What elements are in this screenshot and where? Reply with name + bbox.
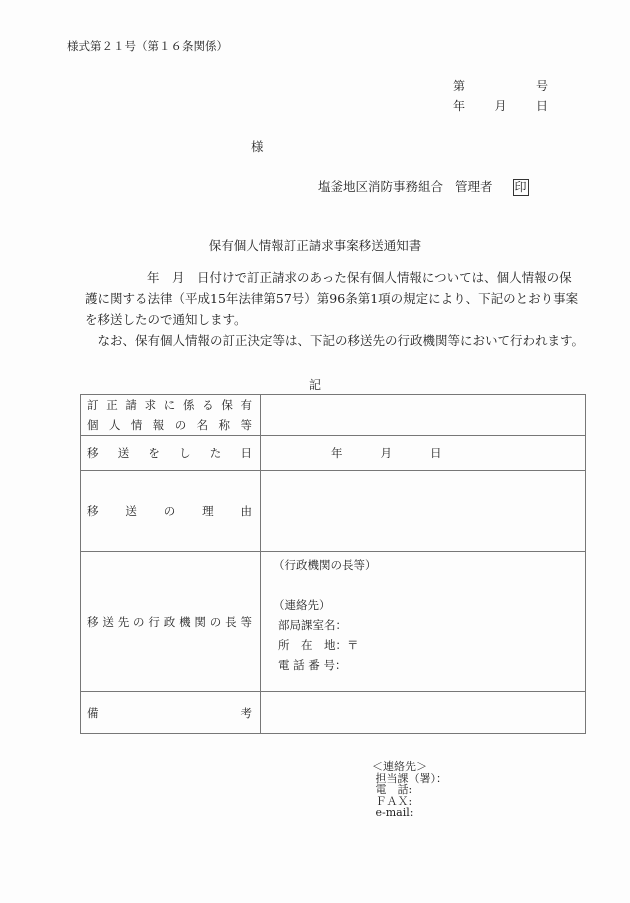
label-char: 先 [117,614,130,629]
label-char: 移 [87,504,99,518]
table-row-destination [81,552,586,692]
label-char: 有 [240,398,252,412]
label-char: た [209,446,222,460]
label-char: し [179,446,191,460]
contact-fax: ＦＡＸ: [372,794,413,808]
label-char: の [133,614,145,629]
issue-date [453,97,548,114]
table-row-transfer-reason [81,471,586,552]
label-char: 求 [144,398,157,412]
label-char: 政 [163,614,176,629]
contact-heading: ＜連絡先＞ [372,760,427,773]
value-transfer-date[interactable] [261,436,586,471]
addressee: 様 [251,139,264,154]
body-line-1: 年 月 日付けで訂正請求のあった保有個人情報については、個人情報の保 [147,270,572,285]
label-text [87,705,252,721]
label-char: 係 [182,398,195,412]
label-char: 等 [240,614,252,629]
label-char: 請 [125,398,137,412]
value-destination[interactable] [261,552,586,692]
label-char: 由 [240,504,252,518]
body-line-2: 護に関する法律（平成15年法律第57号）第96条第1項の規定により、下記のとおり事案 [85,291,579,306]
body-text [85,267,615,351]
label-text [87,614,252,630]
label-char: 関 [194,614,206,629]
table-row-transfer-date [81,436,586,471]
transfer-day: 日 [430,446,442,460]
value-transfer-reason[interactable] [261,471,586,552]
label-char: 考 [240,705,252,720]
form-number: 様式第２１号（第１６条関係） [67,39,228,53]
label-char: 等 [240,418,252,432]
destination-head: （行政機関の長等） [273,558,377,572]
label-transfer-reason [81,471,261,552]
label-char: 移 [87,614,99,629]
value-info-name[interactable] [261,395,586,436]
label-char: 送 [102,614,114,629]
label-char: 保 [221,398,233,412]
label-char: 称 [218,418,231,432]
label-char: 訂 [87,398,99,412]
label-destination [81,552,261,692]
label-char: の [174,418,187,432]
contact-block [372,761,447,819]
document-title: 保有個人情報訂正請求事案移送通知書 [208,238,422,253]
contact-section: 担当課（署）： [372,771,447,785]
destination-department: 部局課室名： [278,618,347,632]
table-row-info-name [81,395,586,436]
label-char: に [163,398,176,412]
label-line-2 [87,415,252,435]
document-number [453,77,548,94]
table-row-remarks [81,692,586,734]
label-remarks [81,692,261,734]
label-char: の [163,504,176,518]
label-char: 正 [106,398,118,412]
date-day: 日 [535,99,548,113]
doc-number-prefix: 第 [453,79,466,93]
label-char: 送 [125,504,137,518]
transfer-year: 年 [331,446,343,460]
label-char: を [148,446,160,460]
ki-heading: 記 [308,378,321,392]
doc-number-suffix: 号 [535,79,548,93]
destination-phone: 電 話 番 号： [278,658,347,672]
seal-mark: 印 [514,180,527,194]
label-char: 移 [87,446,99,460]
label-info-name [81,395,261,436]
label-line-1 [87,395,252,415]
label-char: 日 [240,446,252,460]
label-transfer-date [81,436,261,471]
label-char: 理 [202,504,214,518]
label-char: 報 [152,418,165,432]
label-char: 情 [130,418,143,432]
contact-email: e-mail: [372,806,414,819]
label-char: 備 [87,705,99,720]
label-char: 人 [108,418,121,432]
sender-role: 管理者 [455,179,493,194]
label-char: 機 [179,614,191,629]
label-char: の [209,614,222,629]
label-char: 送 [117,446,130,460]
date-month: 月 [494,99,507,113]
body-line-3: を移送したので通知します。 [85,312,247,327]
contact-phone: 電 話: [372,783,413,796]
label-text [87,445,252,461]
destination-contact-label: （連絡先） [273,598,331,612]
label-char: る [202,398,214,412]
transfer-month: 月 [380,446,392,460]
date-year: 年 [453,99,466,113]
label-char: 個 [87,418,99,432]
label-char: 名 [196,418,209,432]
label-char: 行 [148,614,160,629]
value-remarks[interactable] [261,692,586,734]
sender-organization: 塩釜地区消防事務組合 [318,179,444,194]
transfer-table [80,394,586,734]
label-text [87,503,252,519]
destination-address: 所 在 地：〒 [278,638,359,652]
label-char: 長 [225,614,237,629]
body-para-2: なお、保有個人情報の訂正決定等は、下記の移送先の行政機関等において行われます。 [85,333,585,348]
sender [318,177,529,196]
